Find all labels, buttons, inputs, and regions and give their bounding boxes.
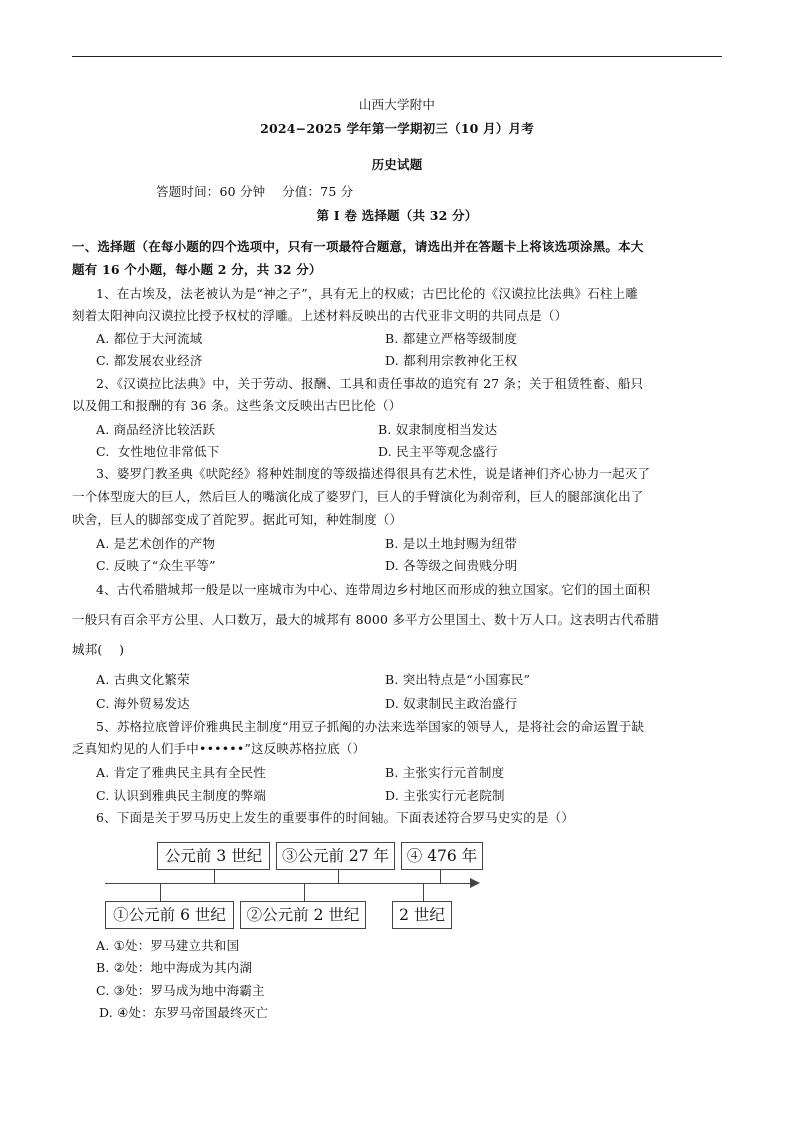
question-2-line1: 2、《汉谟拉比法典》中，关于劳动、报酬、工具和责任事故的追究有 27 条；关于租赁牲畜、船只	[96, 376, 644, 391]
question-3-line1: 3、婆罗门教圣典《吠陀经》将种姓制度的等级描述得很具有艺术性，说是诸神们齐心协力一起灭了	[96, 466, 651, 481]
timeline-tick	[423, 883, 424, 901]
timeline-tick	[440, 870, 441, 883]
question-2-option-a: A. 商品经济比较活跃	[96, 422, 216, 437]
question-5-option-d: D. 主张实行元老院制	[385, 788, 505, 803]
section-instruction-line2: 题有 16 个小题，每小题 2 分，共 32 分）	[72, 262, 322, 277]
question-6-option-a: A. ①处：罗马建立共和国	[96, 938, 240, 953]
question-6-option-c: C. ③处：罗马成为地中海霸主	[96, 983, 265, 998]
question-3-option-c: C. 反映了“众生平等”	[96, 558, 216, 573]
question-4-line1: 4、古代希腊城邦一般是以一座城市为中心、连带周边乡村地区而形成的独立国家。它们的国土面积	[96, 582, 651, 597]
timeline-box-bottom-1: ①公元前 6 世纪	[105, 901, 234, 929]
subject-title: 历史试题	[371, 157, 423, 172]
question-4-line2: 一般只有百余平方公里、人口数万，最大的城邦有 8000 多平方公里国土、数十万人口。这表明古代希腊	[72, 612, 660, 627]
section-instruction-line1: 一、选择题（在每小题的四个选项中，只有一项最符合题意，请选出并在答题卡上将该选项涂黑。本大	[72, 239, 644, 254]
question-1-line2: 刻着太阳神向汉谟拉比授予权杖的浮雕。上述材料反映出的古代亚非文明的共同点是（）	[72, 308, 568, 323]
timeline-box-bottom-3: 2 世纪	[392, 901, 452, 929]
timeline-box-top-2: ③公元前 27 年	[276, 842, 395, 870]
question-4-option-b: B. 突出特点是“小国寡民”	[385, 672, 531, 687]
time-score: 答题时间：60 分钟 分值：75 分	[156, 184, 354, 199]
timeline-tick	[160, 883, 161, 901]
top-rule	[72, 56, 722, 57]
question-2-line2: 以及佣工和报酬的有 36 条。这些条文反映出古巴比伦（）	[72, 398, 402, 413]
timeline-box-bottom-2: ②公元前 2 世纪	[240, 901, 366, 929]
question-3-option-b: B. 是以土地封赐为纽带	[385, 536, 518, 551]
timeline-box-top-1: 公元前 3 世纪	[157, 842, 270, 870]
question-6-option-d: D. ④处：东罗马帝国最终灭亡	[99, 1005, 269, 1020]
question-5-option-a: A. 肯定了雅典民主具有全民性	[96, 765, 266, 780]
question-5-option-c: C. 认识到雅典民主制度的弊端	[96, 788, 267, 803]
question-2-option-b: B. 奴隶制度相当发达	[378, 422, 498, 437]
question-1-line1: 1、在古埃及，法老被认为是“神之子”，具有无上的权威；古巴比伦的《汉谟拉比法典》石柱上雕	[96, 286, 639, 301]
question-4-option-d: D. 奴隶制民主政治盛行	[385, 696, 518, 711]
question-5-line1: 5、苏格拉底曾评价雅典民主制度“用豆子抓阄的办法来选举国家的领导人，是将社会的命运置于缺	[96, 719, 645, 734]
question-3-line2: 一个体型庞大的巨人，然后巨人的嘴演化成了婆罗门，巨人的手臂演化为刹帝利，巨人的腿部演化出了	[72, 489, 644, 504]
question-1-option-c: C. 都发展农业经济	[96, 353, 203, 368]
question-2-option-c: C. 女性地位非常低下	[96, 444, 220, 459]
timeline-tick	[214, 870, 215, 883]
question-5-line2: 乏真知灼见的人们手中••••••”这反映苏格拉底（）	[72, 741, 366, 756]
question-3-line3: 吠舍，巨人的脚部变成了首陀罗。据此可知，种姓制度（）	[72, 512, 403, 527]
question-6-option-b: B. ②处：地中海成为其内湖	[96, 960, 253, 975]
timeline-arrow	[470, 878, 480, 888]
question-1-option-d: D. 都利用宗教神化王权	[385, 353, 518, 368]
question-1-option-b: B. 都建立严格等级制度	[385, 331, 518, 346]
timeline-tick	[304, 883, 305, 901]
question-4-line3: 城邦( )	[72, 642, 125, 657]
question-3-option-d: D. 各等级之间贵贱分明	[385, 558, 518, 573]
question-2-option-d: D. 民主平等观念盛行	[378, 444, 498, 459]
timeline-tick	[338, 870, 339, 883]
question-6-line1: 6、下面是关于罗马历史上发生的重要事件的时间轴。下面表述符合罗马史实的是（）	[96, 810, 575, 825]
question-5-option-b: B. 主张实行元首制度	[385, 765, 505, 780]
timeline-box-top-3: ④ 476 年	[401, 842, 483, 870]
question-3-option-a: A. 是艺术创作的产物	[96, 536, 216, 551]
question-4-option-a: A. 古典文化繁荣	[96, 672, 190, 687]
part-title: 第 I 卷 选择题（共 32 分）	[316, 208, 478, 223]
school-name: 山西大学附中	[358, 97, 436, 112]
question-1-option-a: A. 都位于大河流域	[96, 331, 203, 346]
question-4-option-c: C. 海外贸易发达	[96, 696, 190, 711]
exam-title: 2024−2025 学年第一学期初三（10 月）月考	[260, 121, 534, 136]
